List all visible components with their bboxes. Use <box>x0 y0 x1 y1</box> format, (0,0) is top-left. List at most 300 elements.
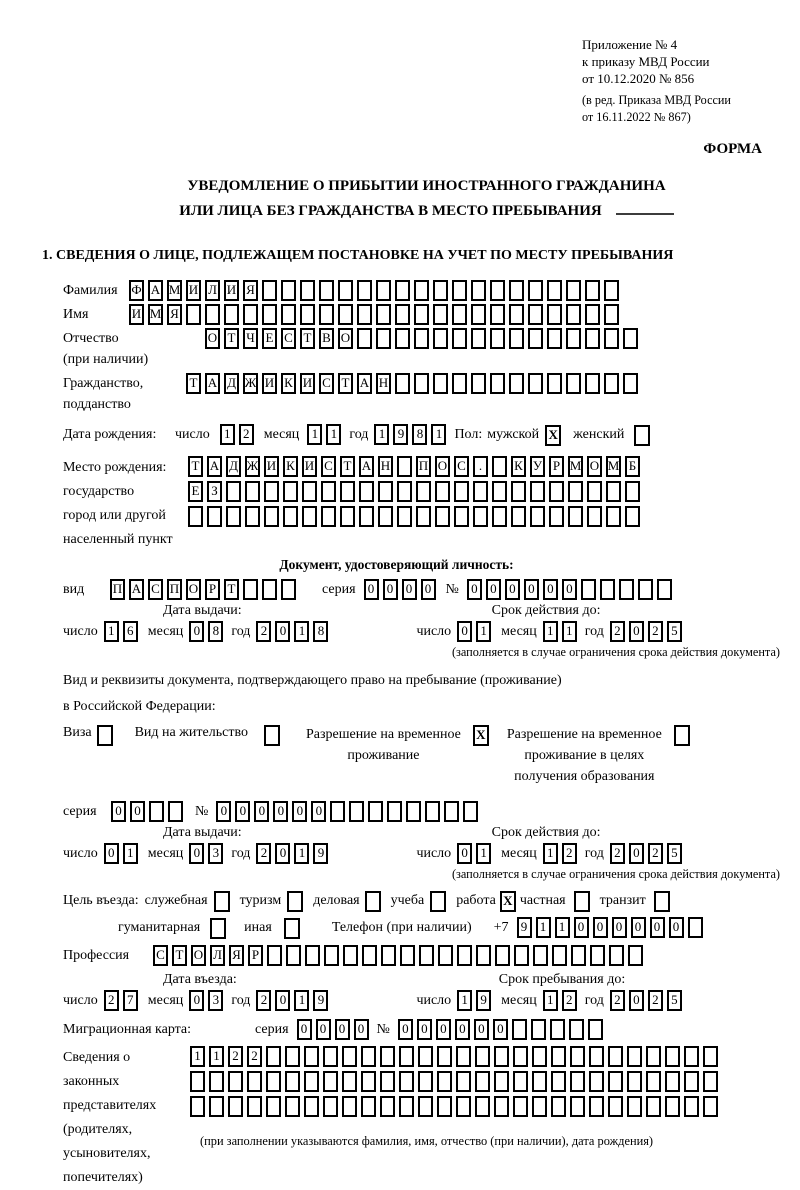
char-cell[interactable]: 2 <box>256 843 271 864</box>
char-cell[interactable]: 0 <box>335 1019 350 1040</box>
char-cell[interactable] <box>226 481 241 502</box>
char-cell[interactable]: И <box>264 456 279 477</box>
char-cell[interactable] <box>473 481 488 502</box>
char-cell[interactable] <box>495 945 510 966</box>
char-cell[interactable]: 2 <box>256 990 271 1011</box>
char-cell[interactable] <box>566 328 581 349</box>
char-cell[interactable] <box>247 1096 262 1117</box>
char-cell[interactable] <box>606 481 621 502</box>
char-cell[interactable] <box>305 945 320 966</box>
char-cell[interactable]: 1 <box>476 621 491 642</box>
char-cell[interactable]: 2 <box>562 990 577 1011</box>
char-cell[interactable] <box>604 280 619 301</box>
char-cell[interactable] <box>492 506 507 527</box>
char-cell[interactable]: 0 <box>275 843 290 864</box>
char-cell[interactable] <box>585 328 600 349</box>
char-cell[interactable]: Б <box>625 456 640 477</box>
char-cell[interactable] <box>224 304 239 325</box>
char-cell[interactable]: 8 <box>412 424 427 445</box>
char-cell[interactable]: 0 <box>574 917 589 938</box>
char-cell[interactable]: 0 <box>629 990 644 1011</box>
char-cell[interactable]: О <box>191 945 206 966</box>
char-cell[interactable] <box>361 1096 376 1117</box>
char-cell[interactable]: Д <box>224 373 239 394</box>
char-cell[interactable] <box>494 1096 509 1117</box>
char-cell[interactable]: 0 <box>524 579 539 600</box>
char-cell[interactable] <box>589 1096 604 1117</box>
char-cell[interactable]: Т <box>186 373 201 394</box>
char-cell[interactable] <box>395 304 410 325</box>
char-cell[interactable] <box>604 304 619 325</box>
char-cell[interactable]: 9 <box>476 990 491 1011</box>
char-cell[interactable] <box>600 579 615 600</box>
char-cell[interactable] <box>285 1071 300 1092</box>
char-cell[interactable] <box>530 481 545 502</box>
char-cell[interactable] <box>359 506 374 527</box>
char-cell[interactable] <box>300 304 315 325</box>
char-cell[interactable] <box>514 945 529 966</box>
char-cell[interactable] <box>433 373 448 394</box>
char-cell[interactable] <box>646 1046 661 1067</box>
char-cell[interactable] <box>570 1046 585 1067</box>
char-cell[interactable] <box>400 945 415 966</box>
char-cell[interactable] <box>533 945 548 966</box>
char-cell[interactable]: У <box>530 456 545 477</box>
char-cell[interactable]: 2 <box>648 990 663 1011</box>
char-cell[interactable] <box>342 1096 357 1117</box>
char-cell[interactable] <box>457 945 472 966</box>
char-cell[interactable] <box>281 579 296 600</box>
char-cell[interactable] <box>361 1071 376 1092</box>
char-cell[interactable] <box>340 506 355 527</box>
char-cell[interactable]: С <box>281 328 296 349</box>
temp-residence-education-checkbox[interactable] <box>674 725 690 746</box>
char-cell[interactable] <box>425 801 440 822</box>
char-cell[interactable] <box>703 1046 718 1067</box>
char-cell[interactable]: 0 <box>189 843 204 864</box>
char-cell[interactable]: 9 <box>313 990 328 1011</box>
char-cell[interactable]: 0 <box>474 1019 489 1040</box>
char-cell[interactable] <box>186 304 201 325</box>
char-cell[interactable]: 7 <box>123 990 138 1011</box>
char-cell[interactable]: 0 <box>629 621 644 642</box>
char-cell[interactable] <box>475 1046 490 1067</box>
char-cell[interactable]: 0 <box>398 1019 413 1040</box>
char-cell[interactable]: Т <box>338 373 353 394</box>
char-cell[interactable]: 1 <box>190 1046 205 1067</box>
char-cell[interactable] <box>627 1071 642 1092</box>
char-cell[interactable] <box>551 1046 566 1067</box>
char-cell[interactable] <box>330 801 345 822</box>
char-cell[interactable] <box>471 328 486 349</box>
char-cell[interactable] <box>623 373 638 394</box>
char-cell[interactable]: 2 <box>228 1046 243 1067</box>
char-cell[interactable]: 0 <box>275 621 290 642</box>
char-cell[interactable]: Т <box>300 328 315 349</box>
char-cell[interactable] <box>343 945 358 966</box>
char-cell[interactable] <box>342 1046 357 1067</box>
char-cell[interactable] <box>684 1071 699 1092</box>
char-cell[interactable]: П <box>416 456 431 477</box>
char-cell[interactable]: 0 <box>273 801 288 822</box>
char-cell[interactable] <box>456 1096 471 1117</box>
char-cell[interactable] <box>492 481 507 502</box>
char-cell[interactable]: 0 <box>402 579 417 600</box>
char-cell[interactable] <box>550 1019 565 1040</box>
char-cell[interactable]: 0 <box>436 1019 451 1040</box>
char-cell[interactable] <box>397 481 412 502</box>
char-cell[interactable]: А <box>357 373 372 394</box>
char-cell[interactable] <box>619 579 634 600</box>
char-cell[interactable] <box>361 1046 376 1067</box>
char-cell[interactable] <box>266 1096 281 1117</box>
char-cell[interactable]: 0 <box>111 801 126 822</box>
char-cell[interactable]: Я <box>243 280 258 301</box>
char-cell[interactable] <box>456 1071 471 1092</box>
char-cell[interactable] <box>245 481 260 502</box>
char-cell[interactable] <box>266 1046 281 1067</box>
char-cell[interactable]: 0 <box>631 917 646 938</box>
char-cell[interactable]: Т <box>172 945 187 966</box>
char-cell[interactable]: 1 <box>431 424 446 445</box>
char-cell[interactable] <box>604 328 619 349</box>
char-cell[interactable] <box>625 481 640 502</box>
char-cell[interactable]: 5 <box>667 621 682 642</box>
char-cell[interactable] <box>283 506 298 527</box>
char-cell[interactable]: С <box>454 456 469 477</box>
char-cell[interactable]: 0 <box>216 801 231 822</box>
char-cell[interactable]: 0 <box>543 579 558 600</box>
char-cell[interactable] <box>512 1019 527 1040</box>
char-cell[interactable] <box>285 1096 300 1117</box>
char-cell[interactable]: И <box>129 304 144 325</box>
char-cell[interactable]: Л <box>210 945 225 966</box>
char-cell[interactable] <box>490 304 505 325</box>
char-cell[interactable] <box>437 1046 452 1067</box>
char-cell[interactable] <box>416 481 431 502</box>
char-cell[interactable] <box>264 506 279 527</box>
char-cell[interactable] <box>319 304 334 325</box>
purpose-private-checkbox[interactable] <box>574 891 590 912</box>
char-cell[interactable]: 1 <box>209 1046 224 1067</box>
char-cell[interactable]: 0 <box>669 917 684 938</box>
char-cell[interactable]: В <box>319 328 334 349</box>
char-cell[interactable]: 1 <box>543 843 558 864</box>
char-cell[interactable] <box>444 801 459 822</box>
char-cell[interactable]: 0 <box>297 1019 312 1040</box>
char-cell[interactable]: С <box>153 945 168 966</box>
char-cell[interactable] <box>281 280 296 301</box>
temp-residence-checkbox[interactable]: X <box>473 725 489 746</box>
char-cell[interactable] <box>342 1071 357 1092</box>
char-cell[interactable] <box>416 506 431 527</box>
char-cell[interactable] <box>625 506 640 527</box>
char-cell[interactable] <box>245 506 260 527</box>
char-cell[interactable] <box>549 506 564 527</box>
char-cell[interactable]: П <box>167 579 182 600</box>
char-cell[interactable] <box>606 506 621 527</box>
char-cell[interactable]: 0 <box>130 801 145 822</box>
char-cell[interactable] <box>414 373 429 394</box>
char-cell[interactable] <box>490 280 505 301</box>
char-cell[interactable] <box>433 304 448 325</box>
char-cell[interactable]: О <box>186 579 201 600</box>
char-cell[interactable] <box>319 280 334 301</box>
char-cell[interactable] <box>588 1019 603 1040</box>
char-cell[interactable] <box>608 1071 623 1092</box>
char-cell[interactable]: 8 <box>208 621 223 642</box>
char-cell[interactable]: 2 <box>562 843 577 864</box>
char-cell[interactable]: Т <box>188 456 203 477</box>
char-cell[interactable] <box>490 328 505 349</box>
char-cell[interactable] <box>571 945 586 966</box>
char-cell[interactable] <box>188 506 203 527</box>
char-cell[interactable] <box>399 1046 414 1067</box>
char-cell[interactable] <box>437 1071 452 1092</box>
purpose-humanitarian-checkbox[interactable] <box>210 918 226 939</box>
char-cell[interactable]: 1 <box>457 990 472 1011</box>
char-cell[interactable] <box>228 1096 243 1117</box>
char-cell[interactable] <box>395 373 410 394</box>
char-cell[interactable] <box>437 1096 452 1117</box>
char-cell[interactable]: Я <box>229 945 244 966</box>
char-cell[interactable] <box>590 945 605 966</box>
char-cell[interactable] <box>703 1071 718 1092</box>
char-cell[interactable] <box>494 1071 509 1092</box>
char-cell[interactable] <box>509 328 524 349</box>
purpose-other-checkbox[interactable] <box>284 918 300 939</box>
char-cell[interactable] <box>395 280 410 301</box>
char-cell[interactable] <box>471 304 486 325</box>
char-cell[interactable]: Л <box>205 280 220 301</box>
char-cell[interactable]: 9 <box>313 843 328 864</box>
char-cell[interactable] <box>627 1096 642 1117</box>
char-cell[interactable] <box>528 280 543 301</box>
char-cell[interactable]: И <box>186 280 201 301</box>
char-cell[interactable] <box>454 481 469 502</box>
char-cell[interactable]: И <box>262 373 277 394</box>
char-cell[interactable] <box>665 1096 680 1117</box>
char-cell[interactable] <box>549 481 564 502</box>
char-cell[interactable] <box>323 1071 338 1092</box>
char-cell[interactable] <box>551 1071 566 1092</box>
char-cell[interactable] <box>418 1046 433 1067</box>
char-cell[interactable]: Ж <box>245 456 260 477</box>
char-cell[interactable] <box>628 945 643 966</box>
char-cell[interactable]: 0 <box>275 990 290 1011</box>
char-cell[interactable] <box>585 373 600 394</box>
char-cell[interactable]: Т <box>224 328 239 349</box>
char-cell[interactable] <box>281 304 296 325</box>
char-cell[interactable] <box>585 280 600 301</box>
char-cell[interactable]: М <box>148 304 163 325</box>
char-cell[interactable] <box>552 945 567 966</box>
char-cell[interactable] <box>324 945 339 966</box>
char-cell[interactable]: К <box>511 456 526 477</box>
sex-female-checkbox[interactable] <box>634 425 650 446</box>
char-cell[interactable]: 2 <box>610 990 625 1011</box>
char-cell[interactable] <box>547 328 562 349</box>
char-cell[interactable] <box>604 373 619 394</box>
char-cell[interactable] <box>438 945 453 966</box>
char-cell[interactable]: 0 <box>292 801 307 822</box>
char-cell[interactable] <box>340 481 355 502</box>
char-cell[interactable] <box>566 280 581 301</box>
char-cell[interactable] <box>581 579 596 600</box>
char-cell[interactable]: 3 <box>208 990 223 1011</box>
char-cell[interactable]: 1 <box>294 621 309 642</box>
sex-male-checkbox[interactable]: X <box>545 425 561 446</box>
char-cell[interactable] <box>209 1071 224 1092</box>
char-cell[interactable]: 9 <box>517 917 532 938</box>
char-cell[interactable] <box>207 506 222 527</box>
char-cell[interactable]: О <box>338 328 353 349</box>
char-cell[interactable] <box>490 373 505 394</box>
char-cell[interactable] <box>568 481 583 502</box>
char-cell[interactable]: Т <box>224 579 239 600</box>
char-cell[interactable] <box>688 917 703 938</box>
purpose-study-checkbox[interactable] <box>430 891 446 912</box>
char-cell[interactable] <box>304 1096 319 1117</box>
char-cell[interactable]: 0 <box>254 801 269 822</box>
char-cell[interactable] <box>657 579 672 600</box>
char-cell[interactable]: 0 <box>650 917 665 938</box>
char-cell[interactable] <box>226 506 241 527</box>
purpose-business-checkbox[interactable] <box>214 891 230 912</box>
char-cell[interactable] <box>509 280 524 301</box>
char-cell[interactable] <box>494 1046 509 1067</box>
char-cell[interactable]: 0 <box>364 579 379 600</box>
char-cell[interactable]: З <box>207 481 222 502</box>
char-cell[interactable] <box>302 506 317 527</box>
char-cell[interactable] <box>323 1046 338 1067</box>
char-cell[interactable] <box>589 1046 604 1067</box>
char-cell[interactable] <box>376 280 391 301</box>
char-cell[interactable] <box>397 456 412 477</box>
char-cell[interactable] <box>492 456 507 477</box>
char-cell[interactable]: 1 <box>294 843 309 864</box>
char-cell[interactable] <box>418 1096 433 1117</box>
char-cell[interactable]: 6 <box>123 621 138 642</box>
char-cell[interactable]: 1 <box>104 621 119 642</box>
char-cell[interactable] <box>513 1071 528 1092</box>
char-cell[interactable]: 0 <box>417 1019 432 1040</box>
char-cell[interactable] <box>623 328 638 349</box>
char-cell[interactable]: 1 <box>543 621 558 642</box>
residence-permit-checkbox[interactable] <box>264 725 280 746</box>
char-cell[interactable]: 0 <box>505 579 520 600</box>
char-cell[interactable] <box>414 304 429 325</box>
char-cell[interactable]: 2 <box>104 990 119 1011</box>
purpose-work-checkbox[interactable]: X <box>500 891 516 912</box>
char-cell[interactable]: 1 <box>562 621 577 642</box>
char-cell[interactable]: 1 <box>307 424 322 445</box>
char-cell[interactable]: 3 <box>208 843 223 864</box>
char-cell[interactable]: О <box>205 328 220 349</box>
char-cell[interactable]: И <box>302 456 317 477</box>
char-cell[interactable] <box>587 481 602 502</box>
char-cell[interactable] <box>380 1096 395 1117</box>
char-cell[interactable] <box>532 1096 547 1117</box>
char-cell[interactable]: С <box>148 579 163 600</box>
char-cell[interactable]: И <box>300 373 315 394</box>
char-cell[interactable] <box>456 1046 471 1067</box>
char-cell[interactable] <box>381 945 396 966</box>
char-cell[interactable] <box>357 304 372 325</box>
char-cell[interactable] <box>475 1096 490 1117</box>
char-cell[interactable] <box>509 373 524 394</box>
char-cell[interactable] <box>368 801 383 822</box>
char-cell[interactable]: 2 <box>247 1046 262 1067</box>
char-cell[interactable]: 0 <box>311 801 326 822</box>
char-cell[interactable]: Р <box>248 945 263 966</box>
char-cell[interactable] <box>357 328 372 349</box>
char-cell[interactable]: Н <box>376 373 391 394</box>
char-cell[interactable]: 2 <box>239 424 254 445</box>
char-cell[interactable] <box>532 1071 547 1092</box>
char-cell[interactable]: 1 <box>123 843 138 864</box>
char-cell[interactable]: 0 <box>235 801 250 822</box>
char-cell[interactable] <box>566 304 581 325</box>
char-cell[interactable] <box>321 506 336 527</box>
char-cell[interactable]: 1 <box>220 424 235 445</box>
char-cell[interactable] <box>551 1096 566 1117</box>
char-cell[interactable] <box>149 801 164 822</box>
char-cell[interactable]: С <box>319 373 334 394</box>
char-cell[interactable]: Р <box>205 579 220 600</box>
char-cell[interactable]: О <box>435 456 450 477</box>
char-cell[interactable] <box>569 1019 584 1040</box>
char-cell[interactable]: 1 <box>476 843 491 864</box>
char-cell[interactable]: 2 <box>256 621 271 642</box>
char-cell[interactable] <box>376 304 391 325</box>
char-cell[interactable] <box>190 1071 205 1092</box>
char-cell[interactable] <box>703 1096 718 1117</box>
char-cell[interactable] <box>587 506 602 527</box>
char-cell[interactable] <box>530 506 545 527</box>
char-cell[interactable]: К <box>281 373 296 394</box>
char-cell[interactable]: Р <box>549 456 564 477</box>
char-cell[interactable] <box>302 481 317 502</box>
char-cell[interactable] <box>638 579 653 600</box>
char-cell[interactable] <box>435 506 450 527</box>
char-cell[interactable] <box>473 506 488 527</box>
char-cell[interactable] <box>190 1096 205 1117</box>
char-cell[interactable] <box>418 1071 433 1092</box>
char-cell[interactable]: Я <box>167 304 182 325</box>
char-cell[interactable]: 0 <box>383 579 398 600</box>
char-cell[interactable]: П <box>110 579 125 600</box>
char-cell[interactable] <box>513 1046 528 1067</box>
char-cell[interactable] <box>397 506 412 527</box>
char-cell[interactable] <box>243 579 258 600</box>
char-cell[interactable]: 5 <box>667 990 682 1011</box>
char-cell[interactable]: 0 <box>354 1019 369 1040</box>
char-cell[interactable]: Ж <box>243 373 258 394</box>
char-cell[interactable] <box>531 1019 546 1040</box>
char-cell[interactable] <box>589 1071 604 1092</box>
char-cell[interactable]: Д <box>226 456 241 477</box>
char-cell[interactable] <box>452 373 467 394</box>
char-cell[interactable]: 0 <box>421 579 436 600</box>
char-cell[interactable] <box>570 1096 585 1117</box>
char-cell[interactable] <box>168 801 183 822</box>
char-cell[interactable]: 2 <box>648 843 663 864</box>
char-cell[interactable] <box>568 506 583 527</box>
char-cell[interactable]: 0 <box>493 1019 508 1040</box>
char-cell[interactable] <box>665 1046 680 1067</box>
char-cell[interactable] <box>376 328 391 349</box>
